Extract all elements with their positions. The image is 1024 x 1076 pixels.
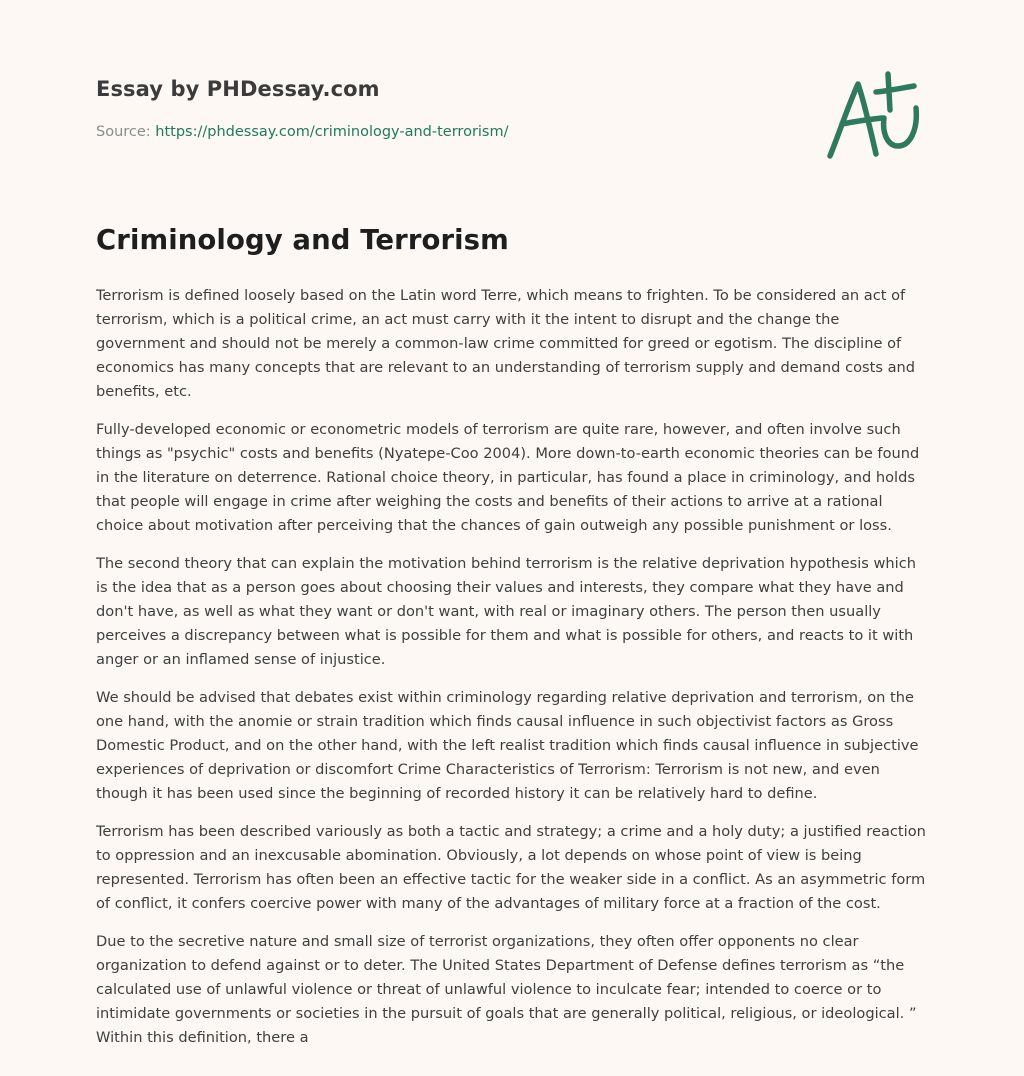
a-plus-logo-icon [822, 66, 926, 166]
page-header [96, 0, 928, 210]
essay-paragraph: Terrorism has been described variously as both a tactic and strategy; a crime and a holy duty; a justified reaction to oppression and an inexcusable abomination. Obviously, a lot depends on whose point of view is being represented. Terrorism has often been an effective tactic for the weaker side in a conflict. As an asymmetric form of conflict, it confers coercive power with many of the advantages of military force at a fraction of the cost. [96, 823, 926, 912]
essay-paragraph: We should be advised that debates exist within criminology regarding relative deprivation and terrorism, on the one hand, with the anomie or strain tradition which finds causal influence in such objectivist factors as Gross Domestic Product, and on the other hand, with the left realist tradition which finds causal influence in subjective experiences of deprivation or discomfort Crime Characteristics of Terrorism: Terrorism is not new, and even though it has been used since the beginning of recorded history it can be relatively hard to define. [96, 689, 919, 802]
essay-paragraph: Fully-developed economic or econometric models of terrorism are quite rare, however, and often involve such things as "psychic" costs and benefits (Nyatepe-Coo 2004). More down-to-earth economic theories can be found in the literature on deterrence. Rational choice theory, in particular, has found a place in criminology, and holds that people will engage in crime after weighing the costs and benefits of their actions to arrive at a rational choice about motivation after perceiving that the chances of gain outweigh any possible punishment or loss. [96, 421, 920, 534]
source-label: Source: [96, 124, 151, 140]
essay-paragraph: Terrorism is defined loosely based on the Latin word Terre, which means to frighten. To be considered an act of terrorism, which is a political crime, an act must carry with it the intent to disrupt and the change the government and should not be merely a common-law crime committed for greed or egotism. The discipline of economics has many concepts that are relevant to an understanding of terrorism supply and demand costs and benefits, etc. [96, 287, 916, 400]
essay-page [96, 0, 928, 1046]
essay-paragraph: Due to the secretive nature and small size of terrorist organizations, they often offer opponents no clear organization to defend against or to deter. The United States Department of Defense defines terrorism as “the calculated use of unlawful violence or threat of unlawful violence to inculcate fear; intended to coerce or to intimidate governments or societies in the pursuit of goals that are generally political, religious, or ideological. ” Within this definition, there a [96, 933, 917, 1046]
essay-body [96, 284, 928, 1064]
source-line [96, 124, 509, 140]
source-link[interactable]: https://phdessay.com/criminology-and-terrorism/ [155, 124, 509, 140]
site-title: Essay by PHDessay.com [96, 77, 380, 101]
essay-title: Criminology and Terrorism [96, 224, 509, 256]
essay-paragraph: The second theory that can explain the motivation behind terrorism is the relative deprivation hypothesis which is the idea that as a person goes about choosing their values and interests, they compare what they have and don't have, as well as what they want or don't want, with real or imaginary others. The person then usually perceives a discrepancy between what is possible for them and what is possible for others, and reacts to it with anger or an inflamed sense of injustice. [96, 555, 917, 668]
